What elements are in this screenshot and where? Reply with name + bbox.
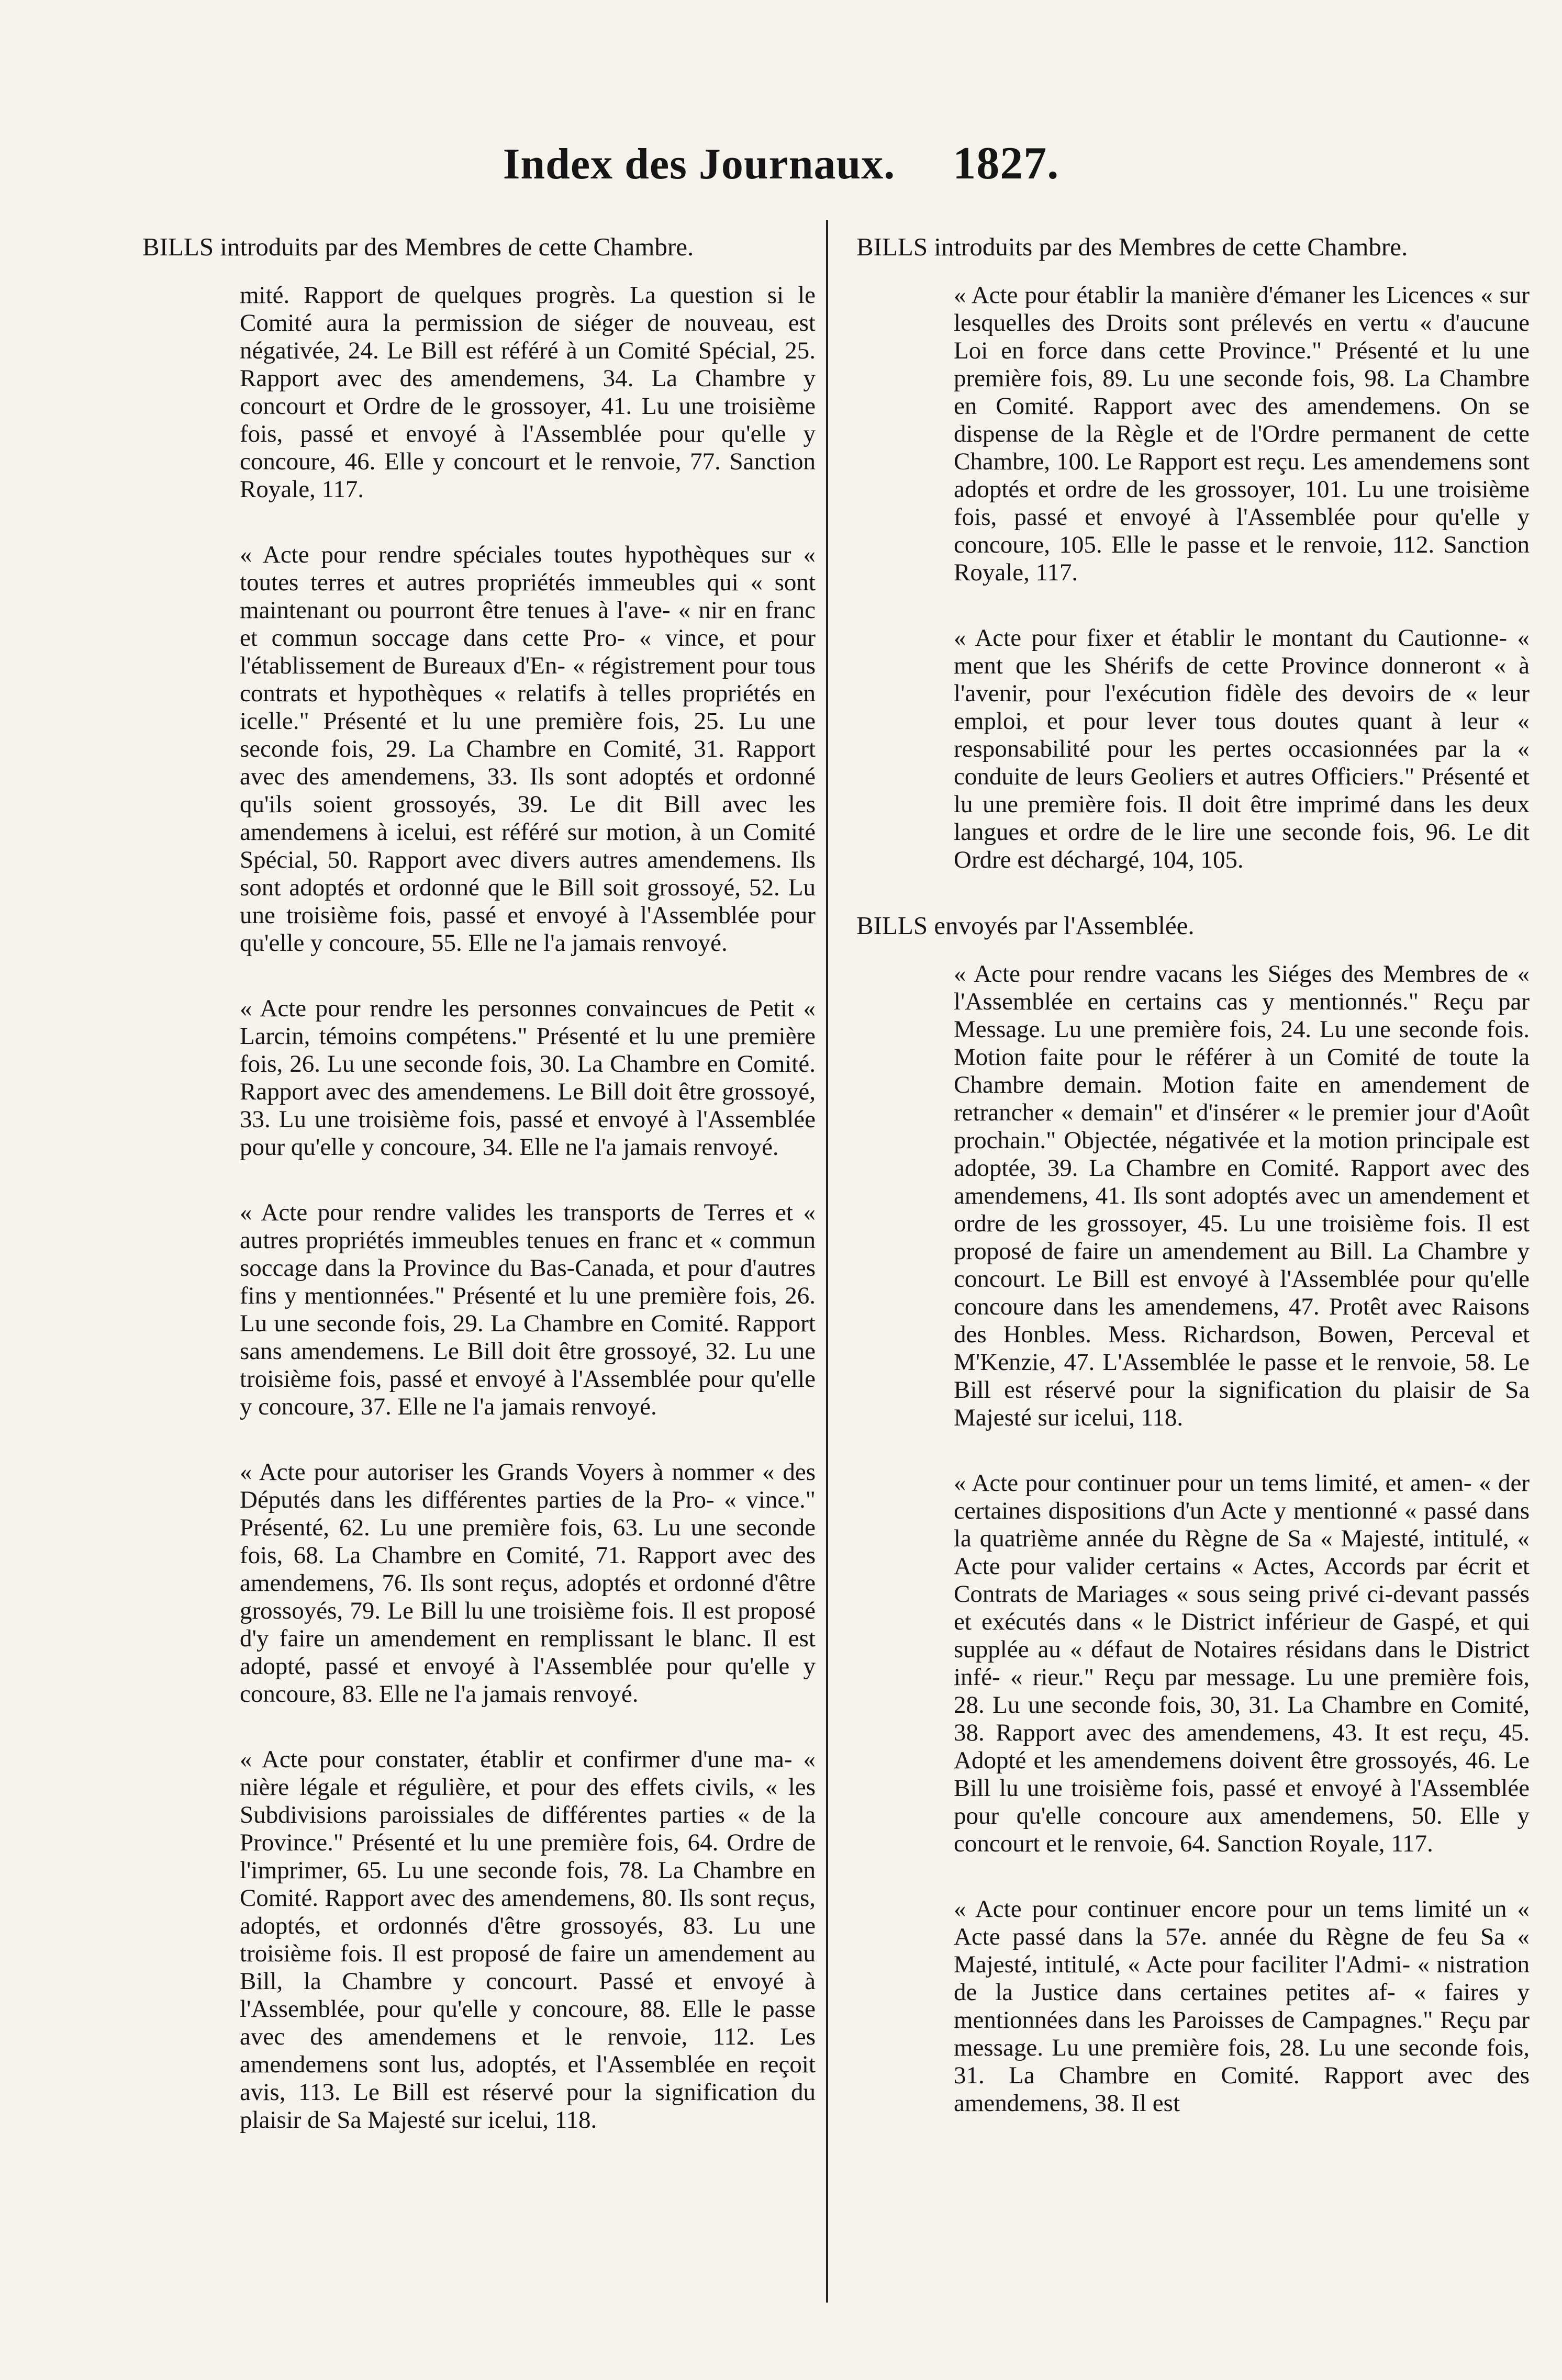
index-entry: « Acte pour autoriser les Grands Voyers à nommer « des Députés dans les différentes parties de la Pro- « vince." Présenté, 62. Lu une première fois, 63. Lu une seconde fois, 68. La Chambre en Comité, 71. Rapport avec des amendemens, 76. Ils sont reçus, adoptés et ordonné d'être grossoyés, 79. Le Bill lu une troisième fois. Il est proposé d'y faire un amendement en remplissant le blanc. Il est adopté, passé et envoyé à l'Assemblée pour qu'elle y concoure, 83. Elle ne l'a jamais renvoyé.: [240, 1458, 816, 1708]
right-column: [854, 233, 1530, 2155]
index-entry: « Acte pour continuer encore pour un tems limité un « Acte passé dans la 57e. année du Règne de feu Sa « Majesté, intitulé, « Acte pour faciliter l'Admi- « nistration de la Justice dans certaines petites af- « faires y mentionnées dans les Paroisses de Campagnes." Reçu par message. Lu une première fois, 28. Lu une seconde fois, 31. La Chambre en Comité. Rapport avec des amendemens, 38. Il est: [954, 1895, 1530, 2117]
index-entry: « Acte pour rendre les personnes convaincues de Petit « Larcin, témoins compétens." Présenté et lu une première fois, 26. Lu une seconde fois, 30. La Chambre en Comité. Rapport avec des amendemens. Le Bill doit être grossoyé, 33. Lu une troisième fois, passé et envoyé à l'Assemblée pour qu'elle y concoure, 34. Elle ne l'a jamais renvoyé.: [240, 995, 816, 1161]
section-heading-assemblee: BILLS envoyés par l'Assemblée.: [856, 911, 1195, 940]
index-entry: « Acte pour rendre spéciales toutes hypothèques sur « toutes terres et autres propriétés immeubles qui « sont maintenant ou pourront être tenues à l'ave- « nir en franc et commun soccage dans cette Pro- « vince, et pour l'établissement de Bureaux d'En- « régistrement pour tous contrats et hypothèques « relatifs à telles propriétés en icelle." Présenté et lu une première fois, 25. Lu une seconde fois, 29. La Chambre en Comité, 31. Rapport avec des amendemens, 33. Ils sont adoptés et ordonné qu'ils soient grossoyés, 39. Le dit Bill avec les amendemens à icelui, est référé sur motion, à un Comité Spécial, 50. Rapport avec divers autres amendemens. Ils sont adoptés et ordonné que le Bill soit grossoyé, 52. Lu une troisième fois, passé et envoyé à l'Assemblée pour qu'elle y concoure, 55. Elle ne l'a jamais renvoyé.: [240, 541, 816, 957]
page-year: 1827.: [953, 138, 1059, 189]
index-entry: « Acte pour fixer et établir le montant du Cautionne- « ment que les Shérifs de cette Province donneront « à l'avenir, pour l'exécution fidèle des devoirs de « leur emploi, et pour lever tous doutes quant à leur « responsabilité pour les pertes occasionnées par la « conduite de leurs Geoliers et autres Officiers." Présenté et lu une première fois. Il doit être imprimé dans les deux langues et ordre de le lire une seconde fois, 96. Le dit Ordre est déchargé, 104, 105.: [954, 624, 1530, 873]
index-entry: « Acte pour continuer pour un tems limité, et amen- « der certaines dispositions d'un Acte y mentionné « passé dans la quatrième année du Règne de Sa « Majesté, intitulé, « Acte pour valider certains « Actes, Accords par écrit et Contrats de Mariages « sous seing privé ci-devant passés et exécutés dans « le District inférieur de Gaspé, et qui supplée au « défaut de Notaires résidans dans le District infé- « rieur." Reçu par message. Lu une première fois, 28. Lu une seconde fois, 30, 31. La Chambre en Comité, 38. Rapport avec des amendemens, 43. It est reçu, 45. Adopté et les amendemens doivent être grossoyés, 46. Le Bill lu une troisième fois, passé et envoyé à l'Assemblée pour qu'elle concoure aux amendemens, 50. Elle y concourt et le renvoie, 64. Sanction Royale, 117.: [954, 1469, 1530, 1857]
section-heading: BILLS introduits par des Membres de cette Chambre.: [142, 232, 694, 261]
index-entry: « Acte pour établir la manière d'émaner les Licences « sur lesquelles des Droits sont prélevés en vertu « d'aucune Loi en force dans cette Province." Présenté et lu une première fois, 89. Lu une seconde fois, 98. La Chambre en Comité. Rapport avec des amendemens. On se dispense de la Règle et de l'Ordre permanent de cette Chambre, 100. Le Rapport est reçu. Les amendemens sont adoptés et ordre de les grossoyer, 101. Lu une troisième fois, passé et envoyé à l'Assemblée pour qu'elle y concoure, 105. Elle le passe et le renvoie, 112. Sanction Royale, 117.: [954, 282, 1530, 586]
index-entry: mité. Rapport de quelques progrès. La question si le Comité aura la permission de siéger de nouveau, est négativée, 24. Le Bill est référé à un Comité Spécial, 25. Rapport avec des amendemens, 34. La Chambre y concourt et Ordre de le grossoyer, 41. Lu une troisième fois, passé et envoyé à l'Assemblée pour qu'elle y concoure, 46. Elle y concourt et le renvoie, 77. Sanction Royale, 117.: [240, 282, 816, 503]
index-entry: « Acte pour rendre vacans les Siéges des Membres de « l'Assemblée en certains cas y mentionnés." Reçu par Message. Lu une première fois, 24. Lu une seconde fois. Motion faite pour le référer à un Comité de toute la Chambre demain. Motion faite en amendement de retrancher « demain" et d'insérer « le premier jour d'Août prochain." Objectée, négativée et la motion principale est adoptée, 39. La Chambre en Comité. Rapport avec des amendemens, 41. Ils sont adoptés avec un amendement et ordre de les grossoyer, 45. Lu une troisième fois. Il est proposé de faire un amendement au Bill. La Chambre y concourt. Le Bill est envoyé à l'Assemblée pour qu'elle concoure dans les amendemens, 47. Protêt avec Raisons des Honbles. Mess. Richardson, Bowen, Perceval et M'Kenzie, 47. L'Assemblée le passe et le renvoie, 58. Le Bill est réservé pour la signification du plaisir de Sa Majesté sur icelui, 118.: [954, 960, 1530, 1431]
index-entry: « Acte pour constater, établir et confirmer d'une ma- « nière légale et régulière, et pour des effets civils, « les Subdivisions paroissiales de différentes parties « de la Province." Présenté et lu une première fois, 64. Ordre de l'imprimer, 65. Lu une seconde fois, 78. La Chambre en Comité. Rapport avec des amendemens, 80. Ils sont reçus, adoptés, et ordonnés d'être grossoyés, 83. Lu une troisième fois. Il est proposé de faire un amendement au Bill, la Chambre y concourt. Passé et envoyé à l'Assemblée, pour qu'elle y concoure, 88. Elle le passe avec des amendemens et le renvoie, 112. Les amendemens sont lus, adoptés, et l'Assemblée en reçoit avis, 113. Le Bill est réservé pour la signification du plaisir de Sa Majesté sur icelui, 118.: [240, 1746, 816, 2134]
page-header: [0, 137, 1562, 190]
section-heading: BILLS introduits par des Membres de cette Chambre.: [856, 232, 1408, 261]
column-divider: [826, 220, 828, 2303]
page-title: Index des Journaux.: [503, 140, 896, 188]
left-column: [140, 233, 816, 2172]
index-entry: « Acte pour rendre valides les transports de Terres et « autres propriétés immeubles tenues en franc et « commun soccage dans la Province du Bas-Canada, et pour d'autres fins y mentionnées." Présenté et lu une première fois, 26. Lu une seconde fois, 29. La Chambre en Comité. Rapport sans amendemens. Le Bill doit être grossoyé, 32. Lu une troisième fois, passé et envoyé à l'Assemblée pour qu'elle y concoure, 37. Elle ne l'a jamais renvoyé.: [240, 1199, 816, 1420]
